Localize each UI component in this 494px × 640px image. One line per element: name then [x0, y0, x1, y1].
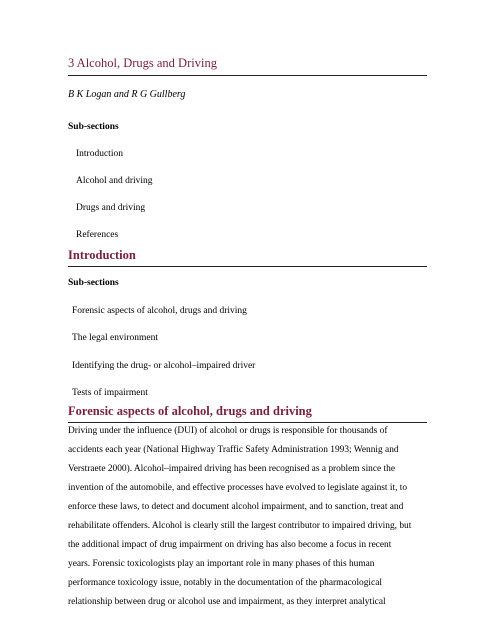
- body-line: relationship between drug or alcohol use and impairment, as they interpret analytical: [68, 597, 386, 607]
- body-line: performance toxicology issue, notably in the documentation of the pharmacological: [68, 578, 382, 588]
- toc-link-references[interactable]: References: [76, 230, 119, 240]
- toc-link-drugs-and-driving[interactable]: Drugs and driving: [76, 203, 146, 213]
- body-line: accidents each year (National Highway Traffic Safety Administration 1993; Wennig and: [68, 445, 399, 455]
- body-line: Verstraete 2000). Alcohol–impaired driving has been recognised as a problem since the: [68, 464, 395, 474]
- heading-rule: [68, 75, 427, 76]
- toc-link-alcohol-and-driving[interactable]: Alcohol and driving: [76, 176, 153, 186]
- chapter-heading: 3 Alcohol, Drugs and Driving: [68, 56, 217, 70]
- body-line: invention of the automobile, and effective processes have evolved to legislate against it, to: [68, 483, 408, 493]
- toc-link-identifying-impaired-driver[interactable]: Identifying the drug- or alcohol–impaired driver: [72, 361, 256, 371]
- body-line: years. Forensic toxicologists play an important role in many phases of this human: [68, 559, 375, 569]
- forensic-body: [68, 422, 428, 612]
- chapter-authors: B K Logan and R G Gullberg: [68, 89, 186, 100]
- subsections-label: Sub-sections: [68, 122, 119, 132]
- toc-link-tests-of-impairment[interactable]: Tests of impairment: [72, 388, 148, 398]
- toc-link-forensic-aspects[interactable]: Forensic aspects of alcohol, drugs and driving: [72, 306, 247, 316]
- toc-link-legal-environment[interactable]: The legal environment: [72, 333, 158, 343]
- subsections-label: Sub-sections: [68, 278, 119, 288]
- body-line: enforce these laws, to detect and document alcohol impairment, and to sanction, treat and: [68, 502, 404, 512]
- body-line: rehabilitate offenders. Alcohol is clearly still the largest contributor to impaired driving, but: [68, 521, 412, 531]
- body-line: Driving under the influence (DUI) of alcohol or drugs is responsible for thousands of: [68, 426, 388, 436]
- toc-link-introduction[interactable]: Introduction: [76, 149, 123, 159]
- introduction-heading: Introduction: [68, 248, 136, 262]
- body-line: the additional impact of drug impairment on driving has also become a focus in recent: [68, 540, 392, 550]
- heading-rule: [68, 266, 427, 267]
- forensic-heading: Forensic aspects of alcohol, drugs and driving: [68, 404, 312, 418]
